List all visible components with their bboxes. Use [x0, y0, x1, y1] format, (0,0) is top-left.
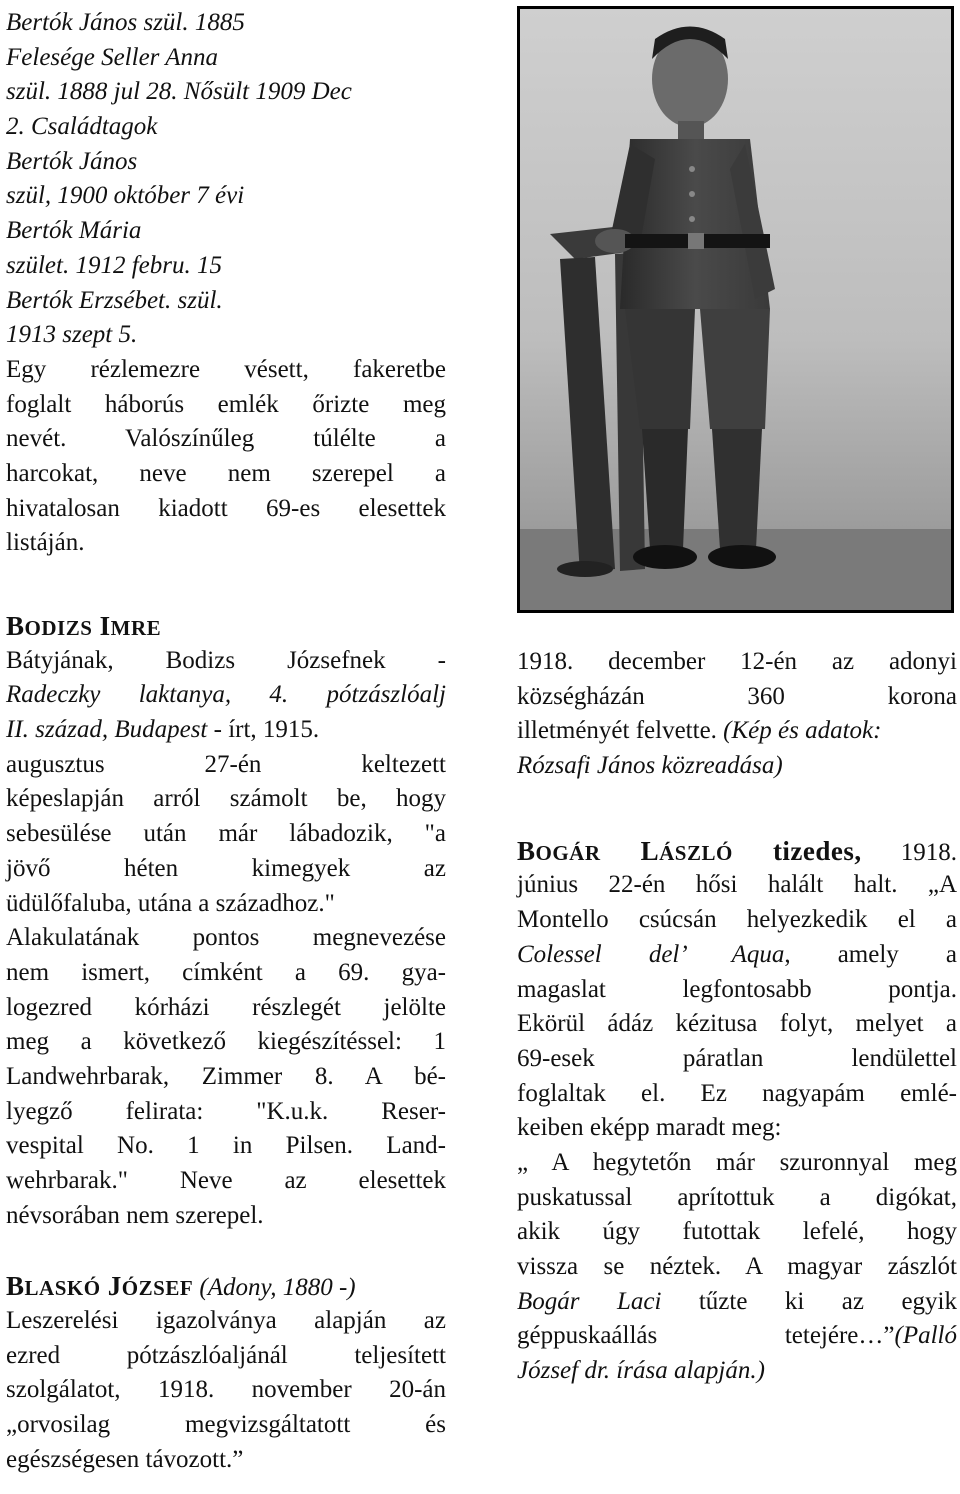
intro-paragraph-line: hivatalosan kiadott 69-es elesettek — [6, 494, 446, 522]
intro-paragraph-line: Egy rézlemezre vésett, fakeretbe — [6, 355, 446, 383]
heading-name — [517, 836, 862, 866]
body-line — [517, 1285, 957, 1320]
body-line: Landwehrbarak, Zimmer 8. A bé- — [6, 1062, 446, 1090]
heading-initial: J — [107, 1271, 122, 1302]
soldier-portrait-image — [520, 9, 951, 610]
body-line: wehrbarak." Neve az elesettek — [6, 1167, 446, 1194]
body-line: vissza se néztek. A magyar zászlót — [517, 1253, 957, 1280]
heading-rest: LASKÓ — [24, 1276, 101, 1301]
body-line: magaslat legfontosabb pontja. — [517, 975, 957, 1003]
body-line: Ekörül ádáz kézitusa folyt, melyet a — [517, 1010, 957, 1038]
body-line-italic: Bogár Laci — [517, 1287, 662, 1315]
body-line: sebesülése után már lábadozik, "a — [6, 820, 446, 848]
body-line-text: géppuskaállás tetejére…” — [517, 1322, 895, 1350]
intro-line: Bertók Mária — [6, 217, 142, 245]
right-column — [517, 645, 957, 1389]
intro-paragraph-line: harcokat, neve nem szerepel a — [6, 459, 446, 487]
body-line: lyegző felirata: "K.u.k. Reser- — [6, 1097, 446, 1125]
body-line-italic: II. század, Budapest — [6, 716, 208, 744]
body-line: Alakulatának pontos megnevezése — [6, 924, 446, 952]
body-line: június 22-én hősi halált halt. „A — [517, 871, 957, 899]
body-line: képeslapján arról számolt be, hogy — [6, 785, 446, 813]
heading-initial: L — [640, 835, 660, 866]
intro-line: Felesége Seller Anna — [6, 43, 218, 71]
heading-rest: MRE — [110, 616, 162, 640]
heading-initial: I — [99, 611, 111, 641]
body-line-tail: tűzte ki az egyik — [661, 1287, 957, 1315]
intro-line: 1913 szept 5. — [6, 321, 138, 349]
section-heading-bodizs — [6, 609, 446, 644]
body-line: „orvosilag megvizsgáltatott és — [6, 1411, 446, 1439]
heading-rest: ODIZS — [24, 616, 93, 640]
body-line: ezred pótzászlóaljánál teljesített — [6, 1341, 446, 1369]
intro-line: Bertók János szül. 1885 — [6, 9, 245, 36]
heading-rank: tizedes, — [732, 835, 862, 866]
body-line-text: illetményét felvette. — [517, 717, 717, 745]
left-column — [6, 6, 446, 1478]
body-line: foglaltak el. Ez nagyapám emlé- — [517, 1079, 957, 1107]
photo-credit: Rózsafi János közreadása) — [517, 752, 783, 780]
body-line — [517, 714, 957, 749]
body-line: keiben eképp maradt meg: — [517, 1114, 782, 1142]
body-line: Bátyjának, Bodizs Józsefnek - — [6, 646, 446, 674]
body-line: Radeczky laktanya, 4. pótzászlóalj — [6, 681, 446, 709]
source-credit: (Palló — [894, 1322, 957, 1350]
body-line: vespital No. 1 in Pilsen. Land- — [6, 1132, 446, 1160]
body-line: 69-esek páratlan lendülettel — [517, 1044, 957, 1072]
body-line: akik úgy futottak lefelé, hogy — [517, 1218, 957, 1246]
body-line — [517, 1319, 957, 1354]
heading-rest: ÁSZLÓ — [659, 840, 733, 865]
body-line: jövő héten kimegyek az — [6, 854, 446, 882]
heading-initial: B — [517, 835, 536, 866]
body-line: névsorában nem szerepel. — [6, 1201, 264, 1229]
body-line: nem ismert, címként a 69. gya- — [6, 958, 446, 986]
section-heading-blasko — [6, 1269, 446, 1304]
body-line: 1918. december 12-én az adonyi — [517, 648, 957, 675]
heading-rest: OGÁR — [535, 840, 601, 865]
section-heading-bogar — [517, 834, 957, 869]
spacer — [517, 784, 957, 834]
intro-line: 2. Családtagok — [6, 113, 158, 141]
body-line: meg a következő kiegészítéssel: 1 — [6, 1028, 446, 1056]
body-line: Montello csúcsán helyezkedik el a — [517, 906, 957, 934]
heading-initial: B — [6, 611, 25, 641]
body-line: puskatussal aprítottuk a digókat, — [517, 1183, 957, 1211]
heading-tail: 1918. — [861, 838, 958, 866]
heading-initial: B — [6, 1271, 25, 1302]
body-line: egészségesen távozott.” — [6, 1445, 244, 1473]
intro-paragraph-line: foglalt háborús emlék őrizte meg — [6, 390, 446, 418]
intro-line: szület. 1912 febru. 15 — [6, 251, 222, 279]
body-line — [517, 938, 957, 973]
intro-line: szül, 1900 október 7 évi — [6, 182, 245, 210]
heading-rest: ÓZSEF — [121, 1276, 194, 1301]
source-credit: József dr. írása alapján.) — [517, 1357, 765, 1385]
spacer — [6, 1233, 446, 1269]
body-line: községházán 360 korona — [517, 682, 957, 710]
body-line: logezred kórházi részlegét jelölte — [6, 993, 446, 1021]
intro-line: Bertók János — [6, 147, 138, 175]
soldier-photo — [517, 6, 954, 613]
heading-name — [6, 1271, 193, 1301]
body-line: üdülőfaluba, utána a századhoz." — [6, 889, 335, 917]
intro-line: szül. 1888 jul 28. Nősült 1909 Dec — [6, 78, 352, 106]
spacer — [6, 561, 446, 609]
intro-paragraph-line: nevét. Valószínűleg túlélte a — [6, 425, 446, 453]
body-line-tail: - írt, 1915. — [207, 716, 320, 744]
body-line-tail: , amely a — [784, 940, 957, 968]
intro-paragraph-line: listáján. — [6, 529, 85, 557]
body-line: Leszerelési igazolványa alapján az — [6, 1307, 446, 1335]
body-line-italic: Colessel del’ Aqua — [517, 940, 785, 968]
body-line: „ A hegytetőn már szuronnyal meg — [517, 1148, 957, 1176]
body-line: augusztus 27-én keltezett — [6, 750, 446, 778]
body-line — [6, 713, 446, 748]
intro-line: Bertók Erzsébet. szül. — [6, 286, 223, 314]
heading-subtitle: (Adony, 1880 -) — [193, 1274, 356, 1302]
photo-credit: (Kép és adatok: — [716, 717, 882, 745]
body-line: szolgálatot, 1918. november 20-án — [6, 1376, 446, 1404]
